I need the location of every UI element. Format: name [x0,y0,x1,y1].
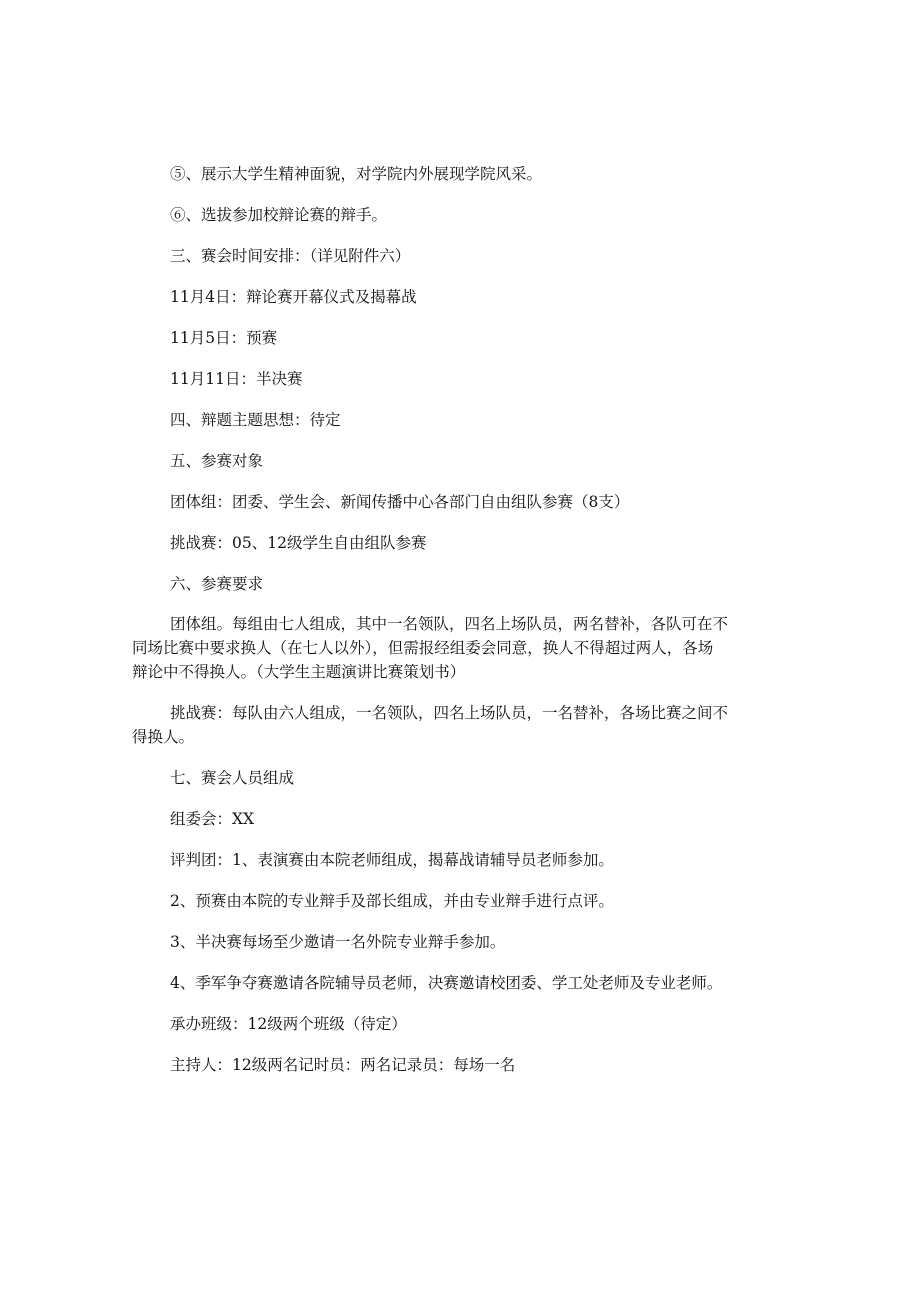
staff-judges-3: 3、半决赛每场至少邀请一名外院专业辩手参加。 [170,933,506,951]
schedule-nov4: 11月4日：辩论赛开幕仪式及揭幕战 [170,288,417,306]
schedule-nov5: 11月5日：预赛 [170,329,278,347]
schedule-nov11: 11月11日：半决赛 [170,370,303,388]
participants-challenge: 挑战赛：05、12级学生自由组队参赛 [170,534,427,552]
heading-participants: 五、参赛对象 [170,452,264,470]
heading-requirements: 六、参赛要求 [170,575,264,593]
paragraph-goal-5: ⑤、展示大学生精神面貌，对学院内外展现学院风采。 [170,165,543,183]
requirement-challenge-line-1: 挑战赛：每队由六人组成，一名领队，四名上场队员，一名替补，各场比赛之间不 [170,704,729,722]
heading-staff: 七、赛会人员组成 [170,769,295,787]
requirement-challenge-line-2: 得换人。 [132,728,195,746]
staff-host-class: 承办班级：12级两个班级（待定） [170,1015,407,1033]
requirement-challenge-paragraph [132,701,782,749]
requirement-team-line-2: 同场比赛中要求换人（在七人以外），但需报经组委会同意，换人不得超过两人，各场 [132,639,714,657]
staff-host: 主持人：12级两名记时员：两名记录员：每场一名 [170,1056,516,1074]
staff-judges-2: 2、预赛由本院的专业辩手及部长组成，并由专业辩手进行点评。 [170,892,614,910]
requirement-team-paragraph [132,612,782,684]
staff-judges-1: 评判团：1、表演赛由本院老师组成，揭幕战请辅导员老师参加。 [170,851,614,869]
heading-topic: 四、辩题主题思想：待定 [170,411,341,429]
staff-judges-4: 4、季军争夺赛邀请各院辅导员老师，决赛邀请校团委、学工处老师及专业老师。 [170,974,723,992]
requirement-team-line-3: 辩论中不得换人。（大学生主题演讲比赛策划书） [132,663,466,681]
paragraph-goal-6: ⑥、选拔参加校辩论赛的辩手。 [170,206,388,224]
staff-committee: 组委会：XX [170,810,255,828]
heading-schedule: 三、赛会时间安排：（详见附件六） [170,247,411,265]
participants-team: 团体组：团委、学生会、新闻传播中心各部门自由组队参赛（8支） [170,493,630,511]
requirement-team-line-1: 团体组。每组由七人组成，其中一名领队，四名上场队员，两名替补，各队可在不 [170,615,729,633]
